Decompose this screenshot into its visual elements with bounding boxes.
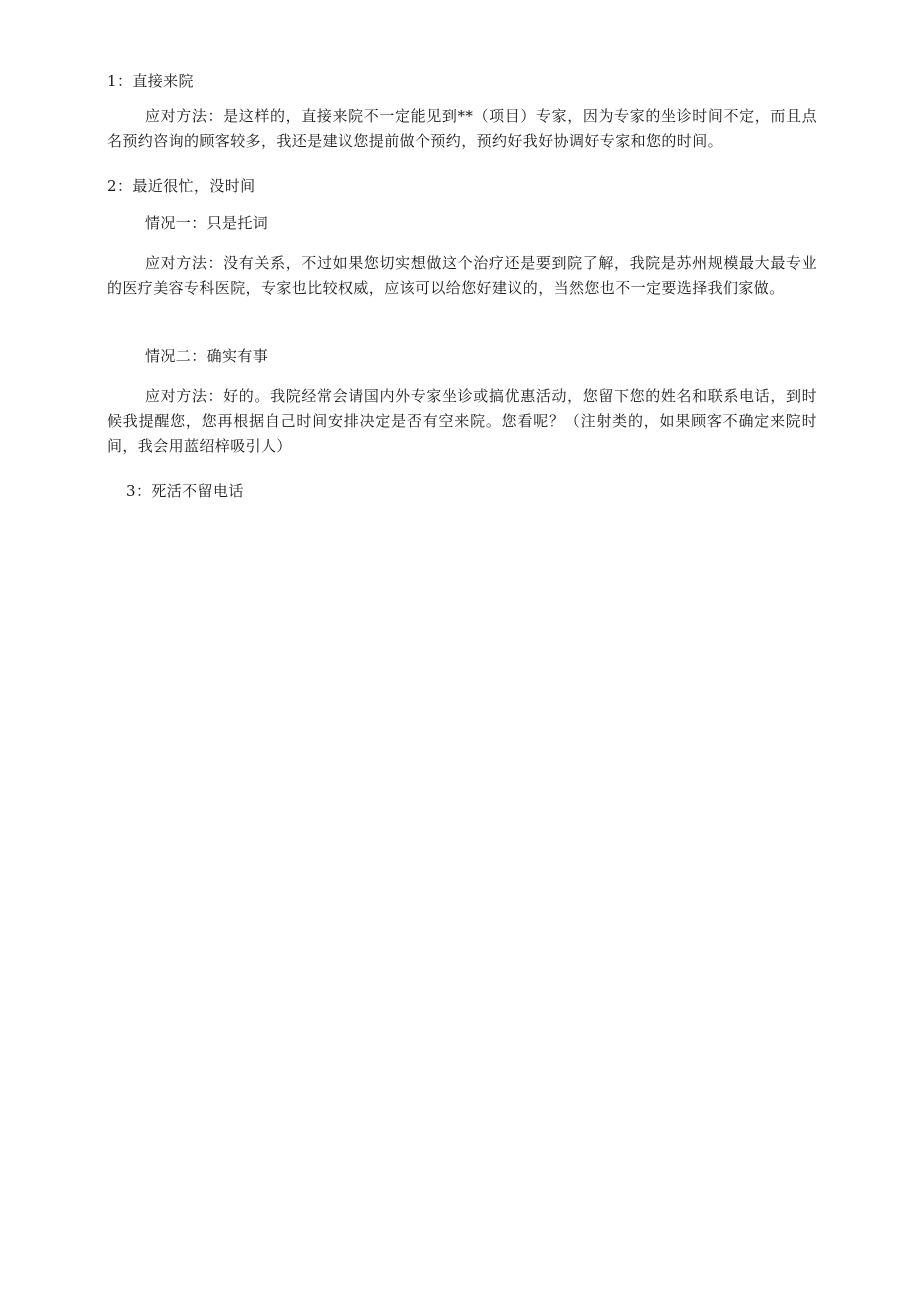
section-heading-busy: 2：最近很忙，没时间 bbox=[107, 177, 256, 195]
answer-case-two: 应对方法：好的。我院经常会请国内外专家坐诊或搞优惠活动，您留下您的姓名和联系电话，到时候我提醒您，您再根据自己时间安排决定是否有空来院。您看呢？（注射类的，如果顾客不确定来院时间，我会用蓝绍梓吸引人） bbox=[107, 387, 817, 455]
answer-direct-visit: 应对方法：是这样的，直接来院不一定能见到**（项目）专家，因为专家的坐诊时间不定，而且点名预约咨询的顾客较多，我还是建议您提前做个预约，预约好我好协调好专家和您的时间。 bbox=[107, 107, 817, 150]
section-heading-no-phone: 3：死活不留电话 bbox=[126, 482, 244, 500]
case-one-title: 情况一：只是托词 bbox=[145, 214, 269, 232]
section-heading-direct-visit: 1：直接来院 bbox=[107, 72, 194, 90]
case-two-title: 情况二：确实有事 bbox=[145, 347, 269, 365]
answer-case-one: 应对方法：没有关系，不过如果您切实想做这个治疗还是要到院了解，我院是苏州规模最大最专业的医疗美容专科医院，专家也比较权威，应该可以给您好建议的，当然您也不一定要选择我们家做。 bbox=[107, 254, 817, 297]
